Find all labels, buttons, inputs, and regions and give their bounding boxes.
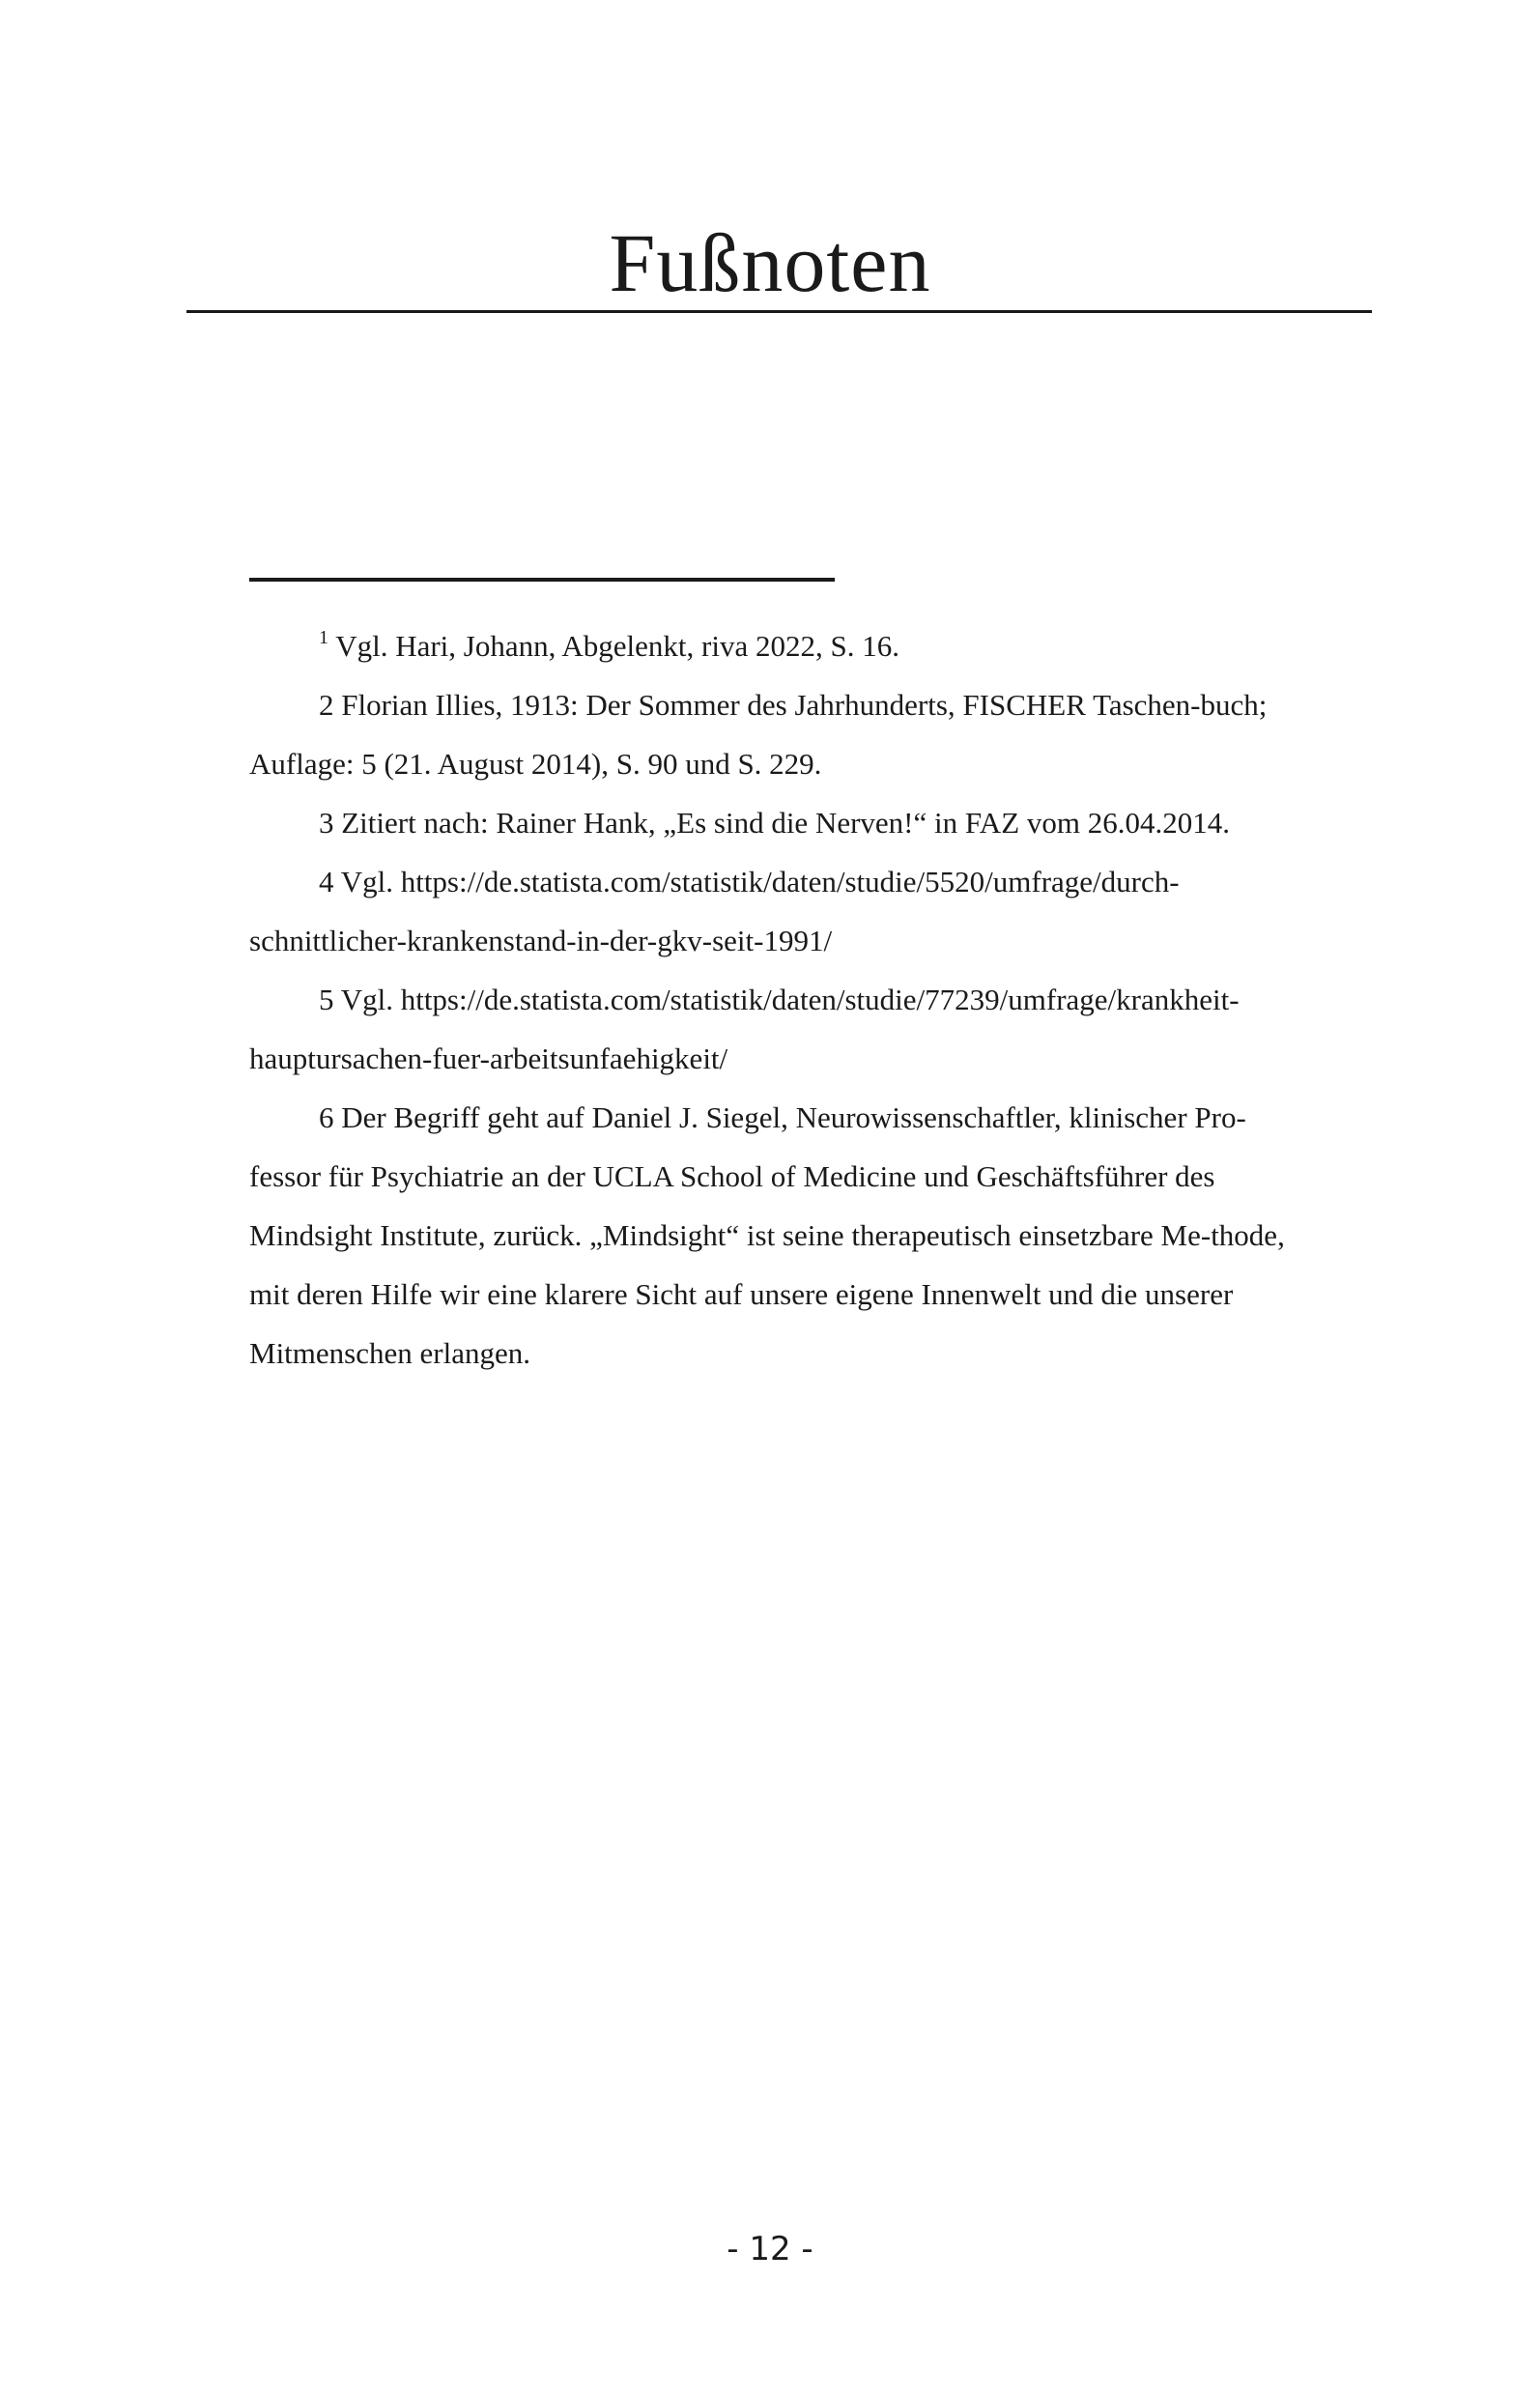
footnote-marker: 3	[319, 806, 334, 840]
footnote-3	[249, 793, 1312, 852]
footnote-6	[249, 1088, 1312, 1383]
footnote-marker: 5	[319, 983, 334, 1016]
footnote-list	[249, 616, 1312, 1383]
footnote-text: Florian Illies, 1913: Der Sommer des Jahrhunderts, FISCHER Taschen-buch; Auflage: 5 (21. August 2014), S. 90 und S. 229.	[249, 688, 1268, 781]
footnote-marker: 4	[319, 865, 334, 898]
footnote-5	[249, 970, 1312, 1088]
footnote-text: Der Begriff geht auf Daniel J. Siegel, Neurowissenschaftler, klinischer Pro-fessor für Psychiatrie an der UCLA School of Medicine und Geschäftsführer des Mindsight Institute, zurück. „Mindsight“ ist seine therapeutisch einsetzbare Me-thode, mit deren Hilfe wir eine klarere Sicht auf unsere eigene Innenwelt und die unserer Mitmenschen erlangen.	[249, 1100, 1285, 1370]
footnote-text: Zitiert nach: Rainer Hank, „Es sind die Nerven!“ in FAZ vom 26.04.2014.	[341, 806, 1230, 840]
page-number: - 12 -	[727, 2230, 813, 2268]
footnote-text: Vgl. https://de.statista.com/statistik/daten/studie/77239/umfrage/krankheit-hauptursachen-fuer-arbeitsunfaehigkeit/	[249, 983, 1240, 1075]
footnote-text: Vgl. https://de.statista.com/statistik/daten/studie/5520/umfrage/durch-schnittlicher-krankenstand-in-der-gkv-seit-1991/	[249, 865, 1180, 957]
footnote-text: Vgl. Hari, Johann, Abgelenkt, riva 2022, S. 16.	[335, 629, 899, 663]
footnote-4	[249, 852, 1312, 970]
footnote-marker: 1	[319, 627, 328, 648]
footnote-2	[249, 675, 1312, 793]
footnote-marker: 6	[319, 1100, 334, 1134]
page-title: Fußnoten	[609, 216, 931, 309]
footnote-separator	[249, 578, 835, 582]
title-divider	[186, 310, 1372, 313]
footnote-1	[249, 616, 1312, 675]
footnote-marker: 2	[319, 688, 334, 722]
